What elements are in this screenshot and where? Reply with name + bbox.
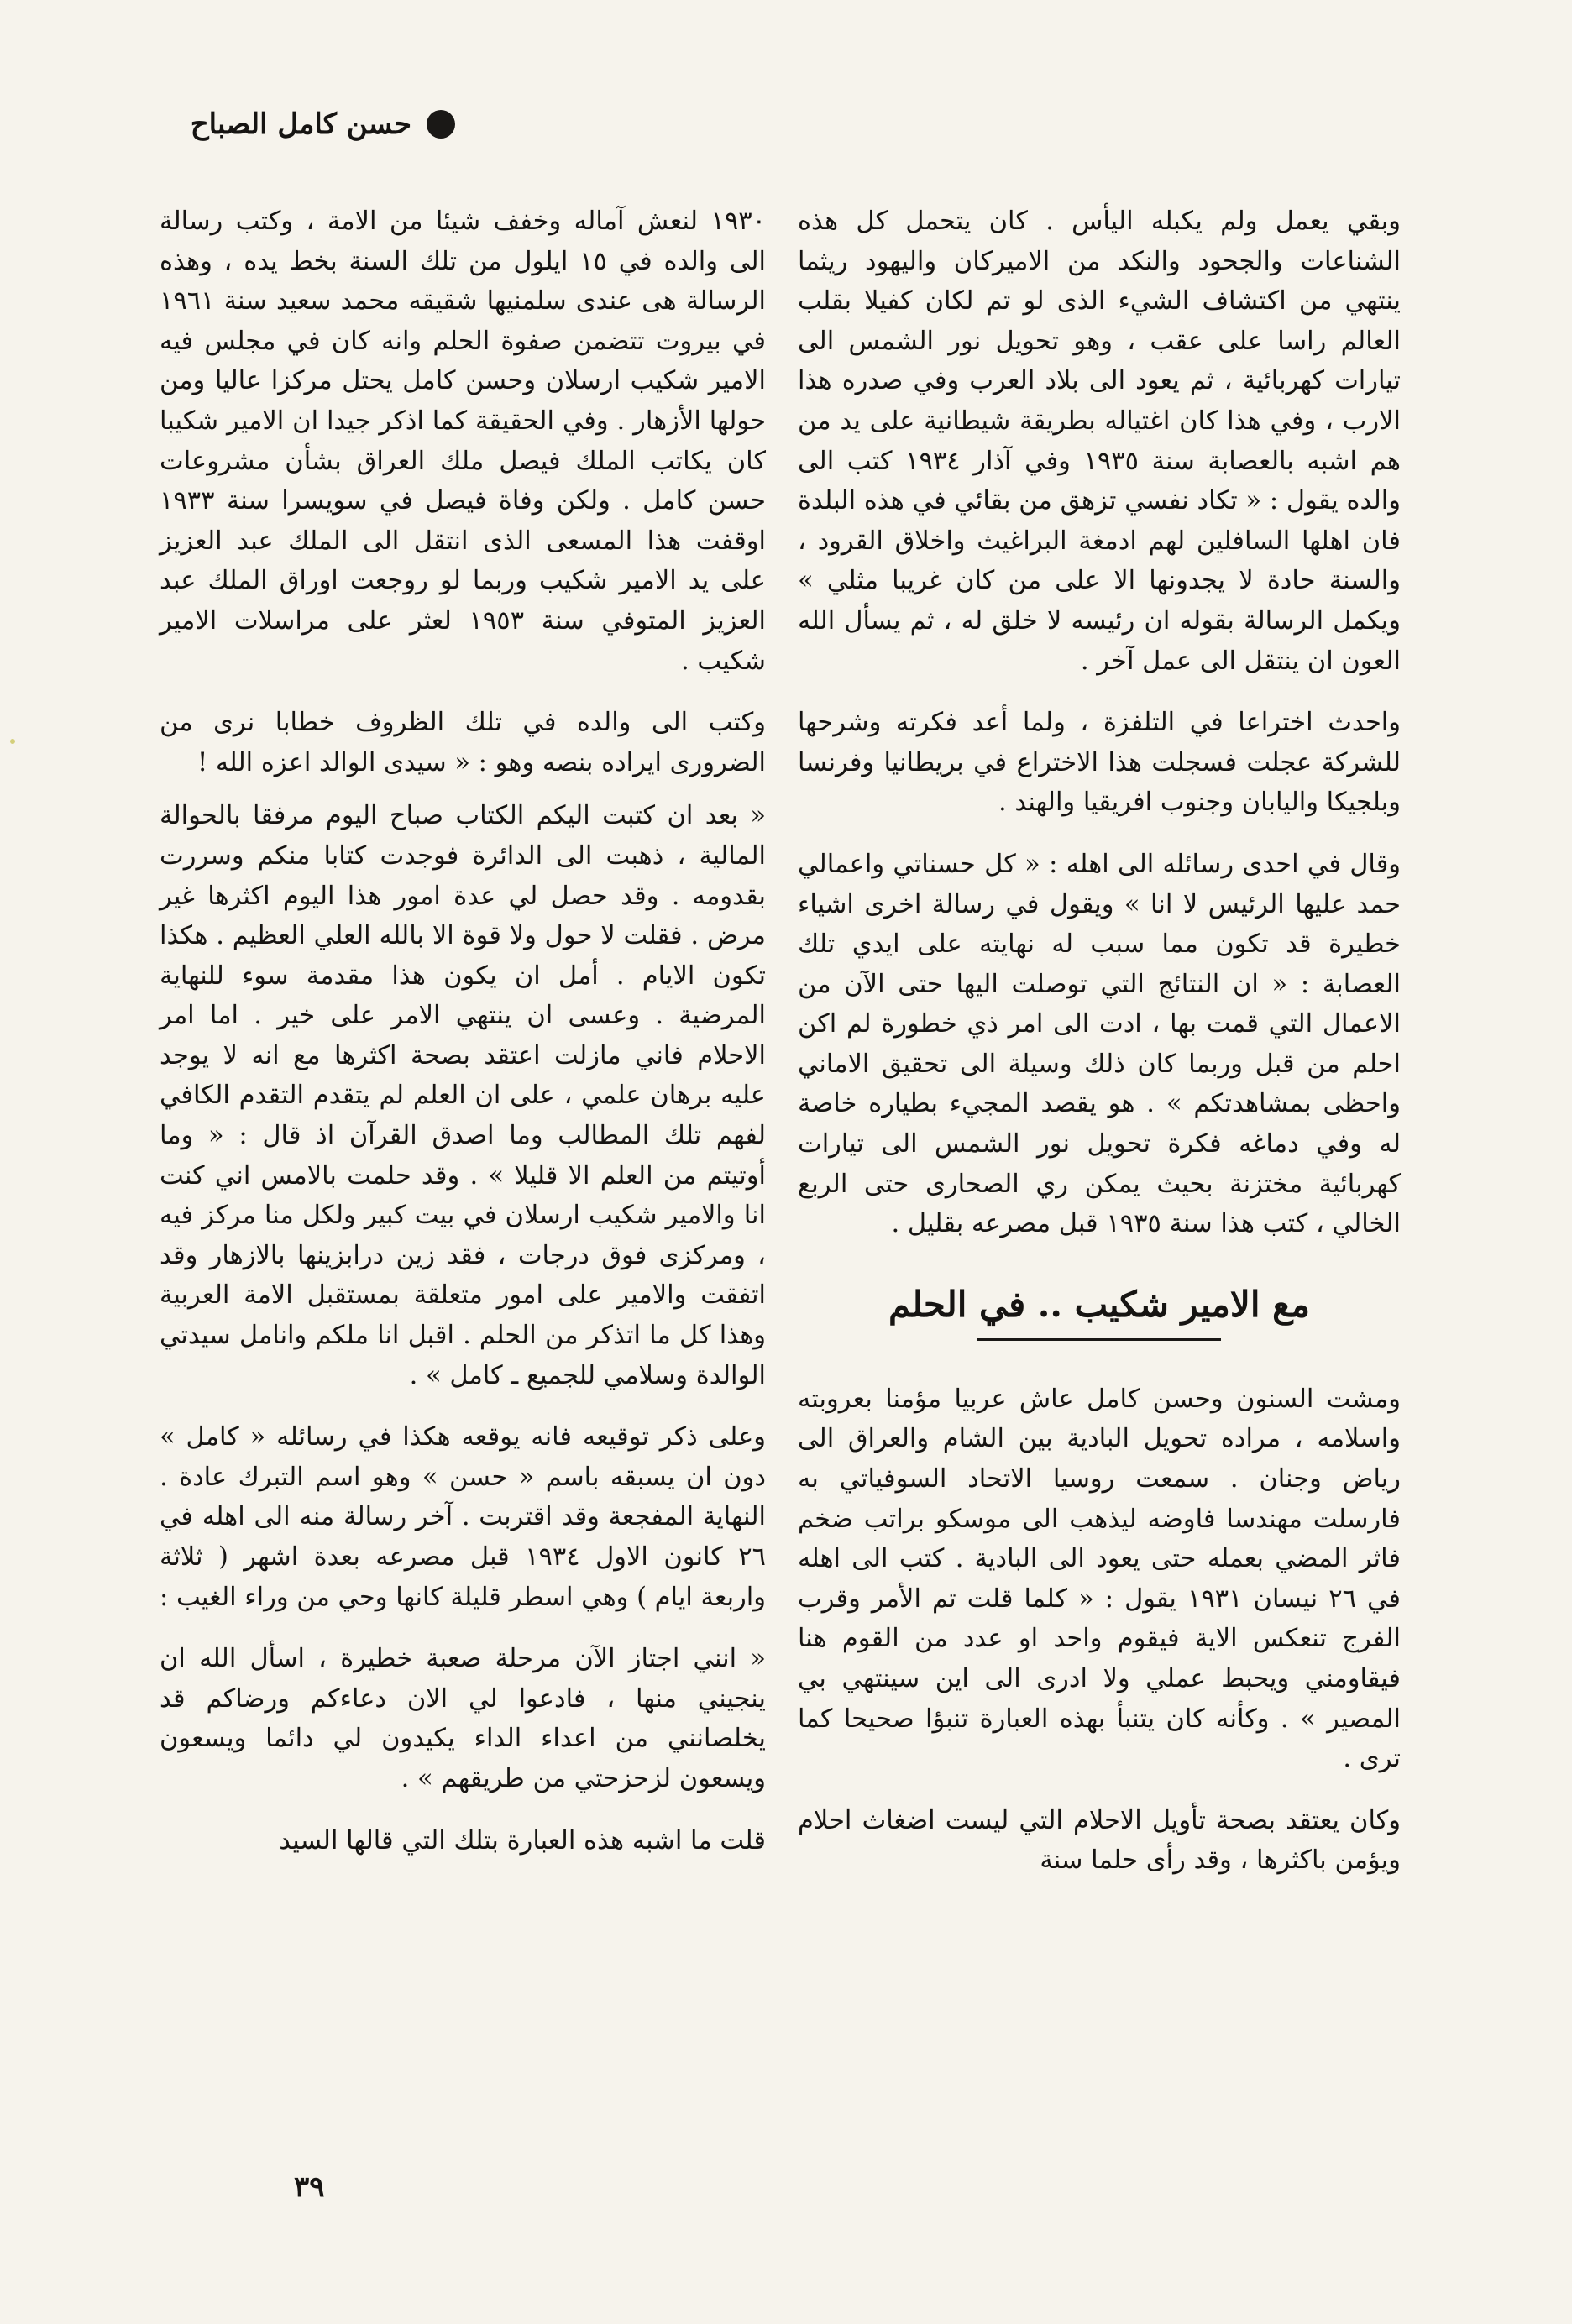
right-paragraph-4: ومشت السنون وحسن كامل عاش عربيا مؤمنا بعروبته واسلامه ، مراده تحويل البادية بين الشام والعراق الى رياض وجنان . سمعت روسيا الاتحاد السوفياتي به فارسلت مهندسا فاوضه ليذهب الى موسكو براتب ضخم فاثر المضي بعمله حتى يعود الى البادية . كتب الى اهله في ٢٦ نيسان ١٩٣١ يقول : « كلما قلت تم الأمر وقرب الفرج تنعكس الاية فيقوم واحد او عدد من القوم هنا فيقاومني ويحبط عملي ولا ادرى الى اين سينتهي بي المصير » . وكأنه كان يتنبأ بهذه العبارة تنبؤا صحيحا كما ترى . [798, 1384, 1401, 1774]
section-heading: مع الامير شكيب .. في الحلم [888, 1283, 1310, 1325]
running-header [191, 107, 455, 141]
right-column [798, 202, 1401, 1903]
page-number: ٣٩ [294, 2170, 325, 2204]
left-paragraph-4: وعلى ذكر توقيعه فانه يوقعه هكذا في رسائله « كامل » دون ان يسبقه باسم « حسن » وهو اسم التبرك عادة . النهاية المفجعة وقد اقتربت . آخر رسالة منه الى اهله في ٢٦ كانون الاول ١٩٣٤ قبل مصرعه بعدة اشهر ( ثلاثة واربعة ايام ) وهي اسطر قليلة كانها وحي من وراء الغيب : [159, 1422, 766, 1612]
running-title: حسن كامل الصباح [190, 107, 411, 141]
left-column [160, 202, 766, 1882]
left-paragraph-6: قلت ما اشبه هذه العبارة بتلك التي قالها السيد [279, 1825, 766, 1856]
right-paragraph-5: وكان يعتقد بصحة تأويل الاحلام التي ليست اضغاث احلام ويؤمن باكثرها ، وقد رأى حلما سنة [798, 1805, 1401, 1876]
left-paragraph-1: ١٩٣٠ لنعش آماله وخفف شيئا من الامة ، وكتب رسالة الى والده في ١٥ ايلول من تلك السنة بخط يده ، وهذه الرسالة هى عندى سلمنيها شقيقه محمد سعيد سنة ١٩٦١ في بيروت تتضمن صفوة الحلم وانه كان في مجلس فيه الامير شكيب ارسلان وحسن كامل يحتل مركزا عاليا ومن حولها الأزهار . وفي الحقيقة كما اذكر جيدا ان الامير شكيبا كان يكاتب الملك فيصل ملك العراق بشأن مشروعات حسن كامل . ولكن وفاة فيصل في سويسرا سنة ١٩٣٣ اوقفت هذا المسعى الذى انتقل الى الملك عبد العزيز على يد الامير شكيب وربما لو روجعت اوراق الملك عبد العزيز المتوفي سنة ١٩٥٣ لعثر على مراسلات الامير شكيب . [160, 207, 767, 676]
heading-underline [977, 1338, 1221, 1341]
right-paragraph-1: وبقي يعمل ولم يكبله اليأس . كان يتحمل كل هذه الشناعات والجحود والنكد من الاميركان واليهود ريثما ينتهي من اكتشاف الشيء الذى لو تم لكان كفيلا بقلب العالم راسا على عقب ، وهو تحويل نور الشمس الى تيارات كهربائية ، ثم يعود الى بلاد العرب وفي صدره هذا الارب ، وفي هذا كان اغتياله بطريقة شيطانية على يد من هم اشبه بالعصابة سنة ١٩٣٥ وفي آذار ١٩٣٤ كتب الى والده يقول : « تكاد نفسي تزهق من بقائي في هذه البلدة فان اهلها السافلين لهم ادمغة البراغيث واخلاق القرود ، والسنة حادة لا يجدونها الا على من كان غريبا مثلي » ويكمل الرسالة بقوله ان رئيسه لا خلق له ، ثم يسأل الله العون ان ينتقل الى عمل آخر . [798, 207, 1401, 676]
left-paragraph-2: وكتب الى والده في تلك الظروف خطابا نرى من الضرورى ايراده بنصه وهو : « سيدى الوالد اعزه الله ! [160, 708, 766, 777]
margin-speck [10, 739, 15, 744]
bullet-dot-icon [427, 110, 455, 139]
right-paragraph-2: واحدث اختراعا في التلفزة ، ولما أعد فكرته وشرحها للشركة عجلت فسجلت هذا الاختراع في بريطانيا وفرنسا وبلجيكا واليابان وجنوب افريقيا والهند . [798, 708, 1401, 818]
left-paragraph-5: « انني اجتاز الآن مرحلة صعبة خطيرة ، اسأل الله ان ينجيني منها ، فادعوا لي الان دعاءكم ورضاكم قد يخلصانني من اعداء الداء يكيدون لي دائما ويسعون ويسعون لزحزحتي من طريقهم » . [160, 1644, 766, 1793]
right-paragraph-3: وقال في احدى رسائله الى اهله : « كل حسناتي واعمالي حمد عليها الرئيس لا انا » ويقول في رسالة اخرى اشياء خطيرة قد تكون مما سبب له نهايته على ايدي تلك العصابة : « ان النتائج التي توصلت اليها حتى الآن من الاعمال التي قمت بها ، ادت الى امر ذي خطورة لم اكن احلم من قبل وربما كان ذلك وسيلة الى تحقيق الاماني واحظى بمشاهدتكم » . هو يقصد المجيء بطياره خاصة له وفي دماغه فكرة تحويل نور الشمس الى تيارات كهربائية مختزنة بحيث يمكن ري الصحارى حتى الربع الخالي ، كتب هذا سنة ١٩٣٥ قبل مصرعه بقليل . [798, 849, 1401, 1239]
left-paragraph-3: « بعد ان كتبت اليكم الكتاب صباح اليوم مرفقا بالحوالة المالية ، ذهبت الى الدائرة فوجدت كتابا منكم وسررت بقدومه . وقد حصل لي عدة امور هذا اليوم اكثرها غير مرض . فقلت لا حول ولا قوة الا بالله العلي العظيم . هكذا تكون الايام . أمل ان يكون هذا مقدمة سوء للنهاية المرضية . وعسى ان ينتهي الامر على خير . اما امر الاحلام فاني مازلت اعتقد بصحة اكثرها مع انه لا يوجد عليه برهان علمي ، على ان العلم لم يتقدم التقدم الكافي لفهم تلك المطالب وما اصدق القرآن اذ قال : « وما أوتيتم من العلم الا قليلا » . وقد حلمت بالامس اني كنت انا والامير شكيب ارسلان في بيت كبير ولكل منا مركز فيه ، ومركزى فوق درجات ، فقد زين درابزينها بالازهار وقد اتفقت والامير على امور متعلقة بمستقبل الامة العربية وهذا كل ما اتذكر من الحلم . اقبل انا ملكم وانامل سيدتي الوالدة وسلامي للجميع ـ كامل » . [160, 801, 766, 1390]
